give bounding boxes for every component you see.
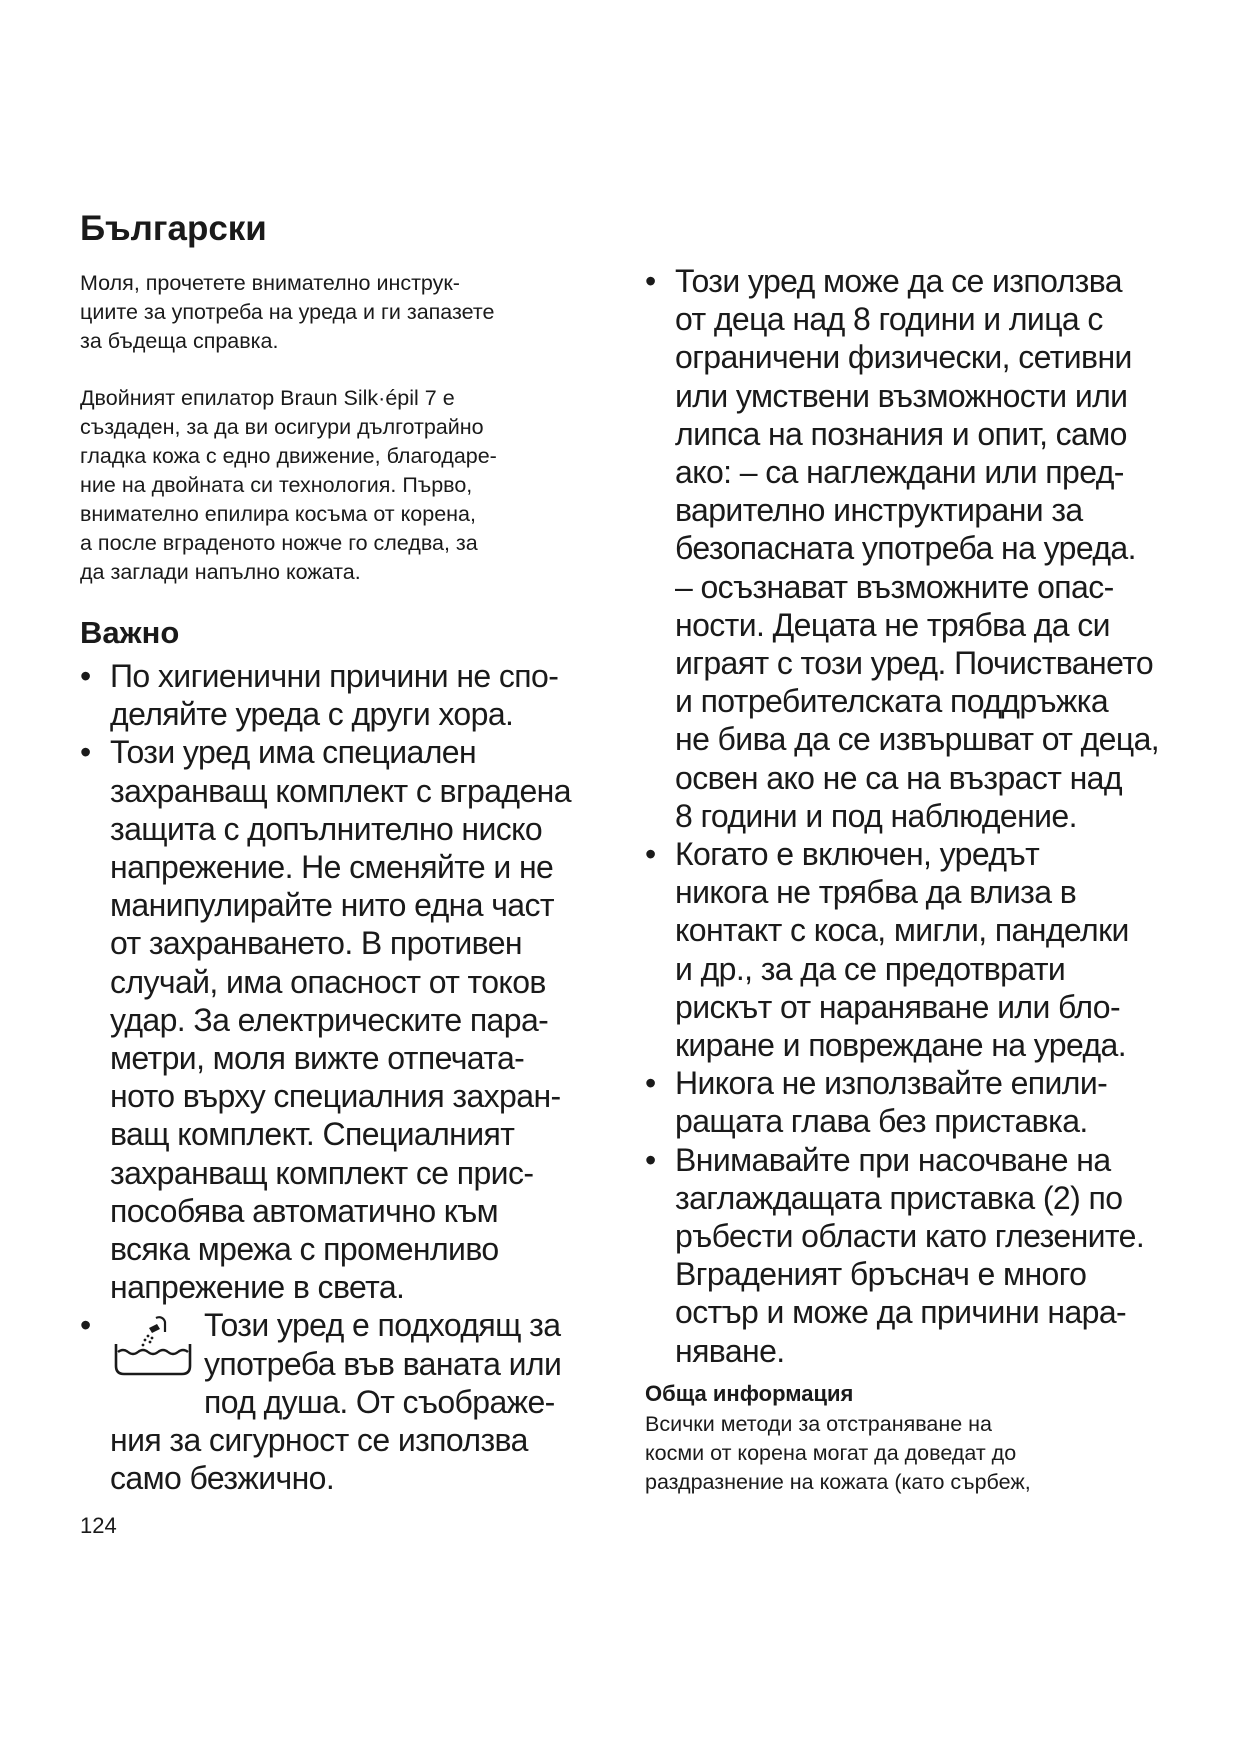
- text-line: Никога не използвайте епили-: [675, 1065, 1108, 1102]
- text-line: ното върху специалния захран-: [110, 1078, 561, 1115]
- text-line: Този уред има специален: [110, 734, 477, 771]
- text-line: деляйте уреда с други хора.: [110, 696, 514, 733]
- right-list: [645, 262, 1185, 1370]
- text-line: заглаждащата приставка (2) по: [675, 1179, 1123, 1216]
- text-line: ния за сигурност се използва: [110, 1422, 528, 1459]
- bullet-icon: •: [80, 1307, 91, 1344]
- text-line: напрежение в света.: [110, 1269, 405, 1306]
- general-info-heading: Обща информация: [645, 1380, 854, 1406]
- bullet-icon: •: [645, 263, 656, 299]
- list-item-bath: [80, 1306, 620, 1497]
- bath-shower-icon: [110, 1314, 204, 1380]
- text-line: Всички методи за отстраняване на: [645, 1411, 993, 1436]
- right-column: [645, 262, 1185, 1497]
- text-line: Моля, прочетете внимателно инструк-: [80, 271, 460, 295]
- text-line: гладка кожа с едно движение, благодаре-: [80, 444, 497, 468]
- text-line: ващ комплект. Специалният: [110, 1116, 515, 1153]
- text-line: остър и може да причини нара-: [675, 1294, 1127, 1331]
- bullet-icon: •: [645, 1141, 656, 1178]
- text-line: захранващ комплект се прис-: [110, 1154, 534, 1191]
- text-line: ограничени физически, сетивни: [675, 339, 1132, 376]
- text-line: По хигиенични причини не спо-: [110, 658, 559, 694]
- text-line: а после вграденото ножче го следва, за: [80, 531, 478, 555]
- bath-first-lines: [204, 1306, 620, 1421]
- text-line: да заглади напълно кожата.: [80, 560, 361, 584]
- text-line: безопасната употреба на уреда.: [675, 530, 1136, 567]
- text-line: под душа. От съображе-: [204, 1383, 555, 1420]
- text-line: няване.: [675, 1332, 785, 1369]
- text-line: манипулирайте нито една част: [110, 887, 554, 924]
- text-line: – осъзнават възможните опас-: [675, 568, 1114, 605]
- text-line: ръбести области като глезените.: [675, 1218, 1145, 1255]
- text-line: циите за употреба на уреда и ги запазете: [80, 300, 495, 324]
- text-line: Този уред е подходящ за: [204, 1307, 561, 1344]
- text-line: ращата глава без приставка.: [675, 1103, 1088, 1140]
- text-line: или умствени възможности или: [675, 377, 1128, 414]
- text-line: липса на познания и опит, само: [675, 415, 1127, 452]
- description-paragraph: [80, 384, 620, 587]
- text-line: напрежение. Не сменяйте и не: [110, 849, 554, 886]
- bullet-icon: •: [645, 836, 656, 873]
- text-line: раздразнение на кожата (като сърбеж,: [645, 1469, 1031, 1494]
- bullet-icon: •: [80, 734, 91, 771]
- general-info-paragraph: [645, 1410, 1185, 1497]
- important-list: [80, 657, 620, 1497]
- text-line: пособява автоматично към: [110, 1192, 499, 1229]
- text-line: Този уред може да се използва: [675, 263, 1122, 299]
- text-line: захранващ комплект с вградена: [110, 772, 571, 809]
- text-line: употреба във ваната или: [204, 1345, 562, 1382]
- text-line: и др., за да се предотврати: [675, 950, 1066, 987]
- text-line: внимателно епилира косъма от корена,: [80, 502, 476, 526]
- text-line: само безжично.: [110, 1460, 335, 1497]
- text-line: и потребителската поддръжка: [675, 683, 1109, 720]
- page-number: 124: [80, 1513, 117, 1538]
- text-line: Двойният епилатор Braun Silk·épil 7 е: [80, 386, 455, 410]
- text-line: метри, моля вижте отпечата-: [110, 1040, 525, 1077]
- text-line: никога не трябва да влиза в: [675, 874, 1077, 911]
- list-item: [80, 657, 620, 733]
- text-line: ако: – са наглеждани или пред-: [675, 454, 1124, 491]
- text-line: 8 години и под наблюдение.: [675, 797, 1077, 834]
- text-line: удар. За електрическите пара-: [110, 1001, 549, 1038]
- bullet-icon: •: [645, 1065, 656, 1102]
- intro-paragraph: [80, 269, 620, 356]
- text-line: играят с този уред. Почистването: [675, 645, 1154, 682]
- list-item: [645, 1141, 1185, 1370]
- text-line: за бъдеща справка.: [80, 329, 279, 353]
- text-line: от деца над 8 години и лица с: [675, 301, 1103, 338]
- text-line: Вграденият бръснач е много: [675, 1256, 1087, 1293]
- important-heading: Важно: [80, 615, 180, 650]
- page-title: Български: [80, 209, 267, 248]
- list-item: [645, 1064, 1185, 1140]
- text-line: освен ако не са на възраст над: [675, 759, 1122, 796]
- bath-row: [110, 1306, 620, 1421]
- text-line: защита с допълнително ниско: [110, 810, 543, 847]
- text-line: всяка мрежа с променливо: [110, 1231, 499, 1268]
- text-line: варително инструктирани за: [675, 492, 1083, 529]
- text-line: Внимавайте при насочване на: [675, 1141, 1111, 1178]
- text-line: от захранването. В противен: [110, 925, 522, 962]
- text-line: ние на двойната си технология. Първо,: [80, 473, 473, 497]
- text-line: не бива да се извършват от деца,: [675, 721, 1160, 758]
- list-item: [645, 835, 1185, 1064]
- text-line: Когато е включен, уредът: [675, 836, 1040, 873]
- text-line: случай, има опасност от токов: [110, 963, 546, 1000]
- text-line: създаден, за да ви осигури дълготрайно: [80, 415, 484, 439]
- text-line: рискът от нараняване или бло-: [675, 988, 1121, 1025]
- text-line: ности. Децата не трябва да си: [675, 606, 1110, 643]
- bullet-icon: •: [80, 658, 91, 694]
- list-item: [80, 733, 620, 1306]
- left-column: [80, 205, 620, 1497]
- text-line: контакт с коса, мигли, панделки: [675, 912, 1129, 949]
- text-line: косми от корена могат да доведат до: [645, 1440, 1017, 1465]
- list-item: [645, 262, 1185, 835]
- text-line: киране и повреждане на уреда.: [675, 1027, 1127, 1064]
